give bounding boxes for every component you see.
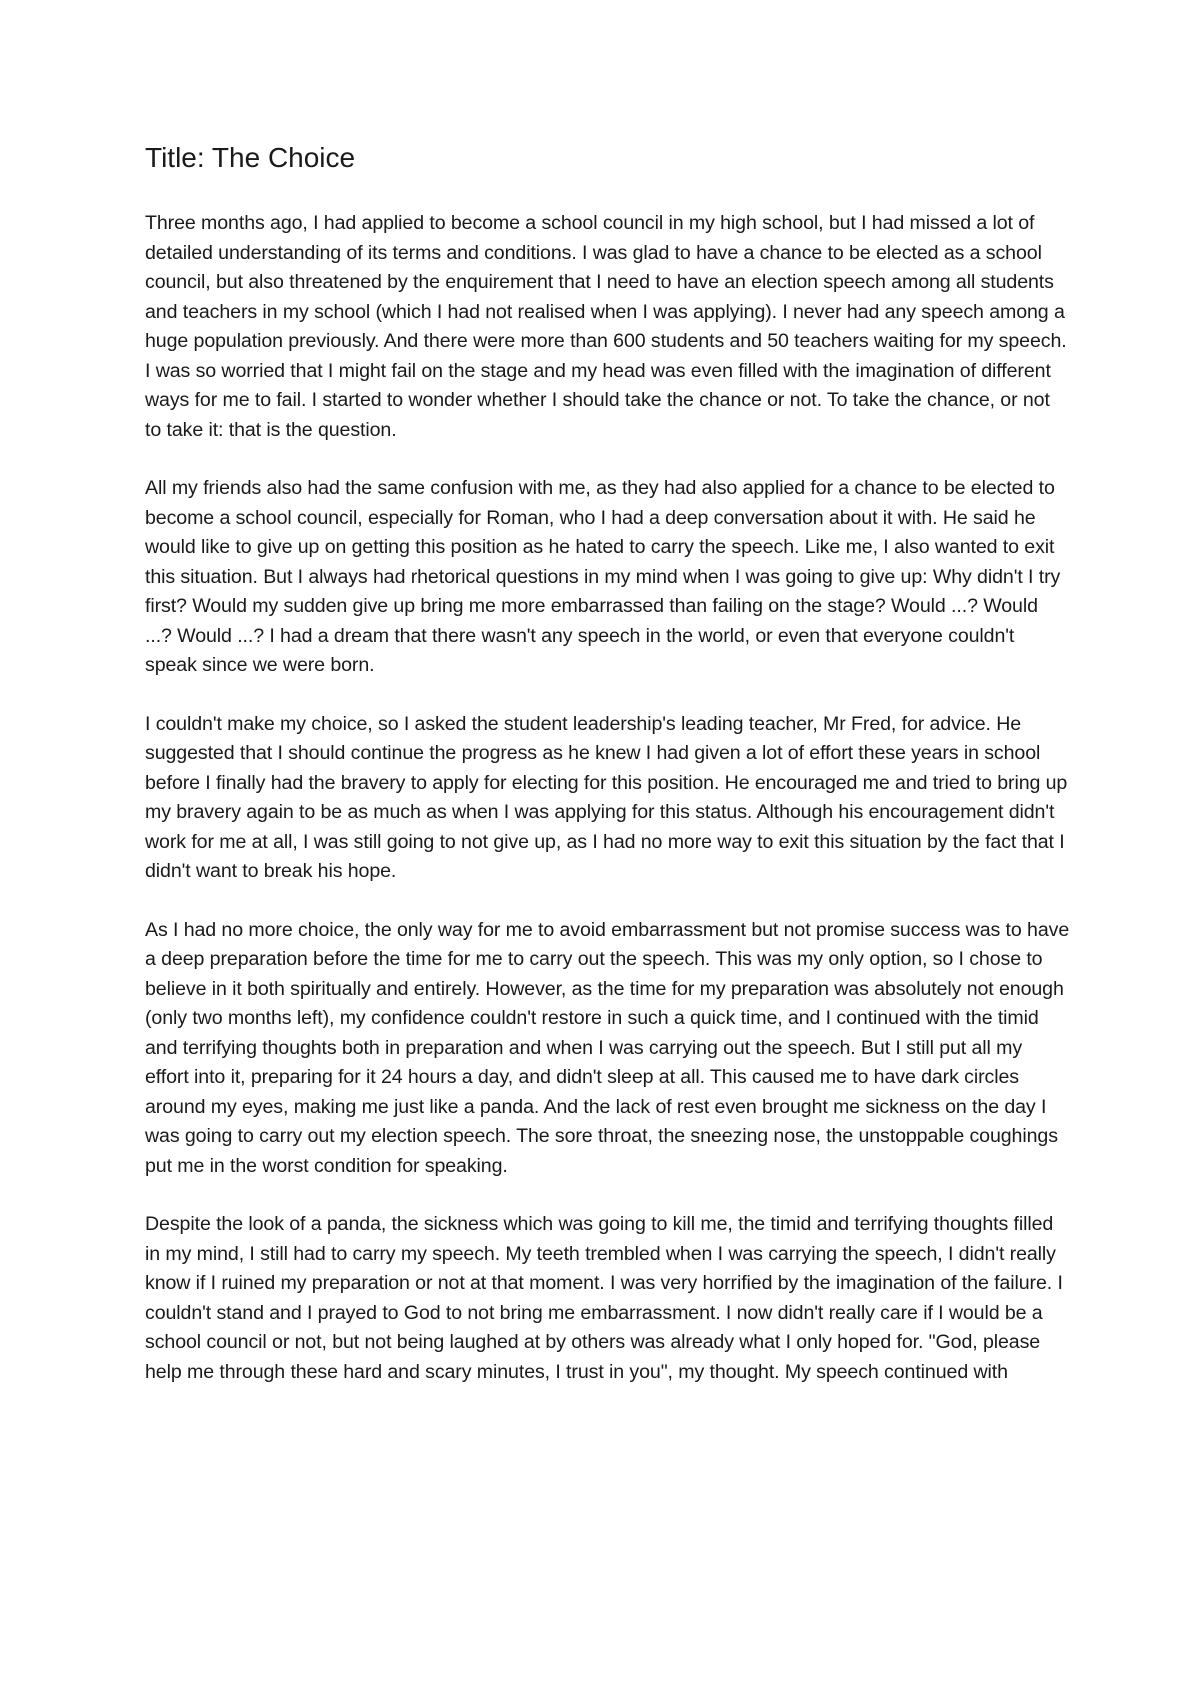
document-title: Title: The Choice	[145, 142, 356, 173]
paragraph: As I had no more choice, the only way for me to avoid embarrassment but not promise success was to have a deep preparation before the time for me to carry out the speech. This was my only option, so I chose to believe in it both spiritually and entirely. However, as the time for my preparation was absolutely not enough (only two months left), my confidence couldn't restore in such a quick time, and I continued with the timid and terrifying thoughts both in preparation and when I was carrying out the speech. But I still put all my effort into it, preparing for it 24 hours a day, and didn't sleep at all. This caused me to have dark circles around my eyes, making me just like a panda. And the lack of rest even brought me sickness on the day I was going to carry out my election speech. The sore throat, the sneezing nose, the unstoppable coughings put me in the worst condition for speaking.	[145, 918, 1070, 1177]
paragraph: All my friends also had the same confusion with me, as they had also applied for a chance to be elected to become a school council, especially for Roman, who I had a deep conversation about it with. He said he would like to give up on getting this position as he hated to carry the speech. Like me, I also wanted to exit this situation. But I always had rhetorical questions in my mind when I was going to give up: Why didn't I try first? Would my sudden give up bring me more embarrassed than failing on the stage? Would ...? Would ...? Would ...? I had a dream that there wasn't any speech in the world, or even that everyone couldn't speak since we were born.	[145, 477, 1061, 676]
paragraph: Three months ago, I had applied to become a school council in my high school, but I had missed a lot of detailed understanding of its terms and conditions. I was glad to have a chance to be elected as a school council, but also threatened by the enquirement that I need to have an election speech among all students and teachers in my school (which I had not realised when I was applying). I never had any speech among a huge population previously. And there were more than 600 students and 50 teachers waiting for my speech. I was so worried that I might fail on the stage and my head was even filled with the imagination of different ways for me to fail. I started to wonder whether I should take the chance or not. To take the chance, or not to take it: that is the question.	[145, 212, 1067, 441]
document-page	[145, 140, 1070, 1387]
paragraph: Despite the look of a panda, the sickness which was going to kill me, the timid and terrifying thoughts filled in my mind, I still had to carry my speech. My teeth trembled when I was carrying the speech, I didn't really know if I ruined my preparation or not at that moment. I was very horrified by the imagination of the failure. I couldn't stand and I prayed to God to not bring me embarrassment. I now didn't really care if I would be a school council or not, but not being laughed at by others was already what I only hoped for. "God, please help me through these hard and scary minutes, I trust in you", my thought. My speech continued with	[145, 1213, 1063, 1383]
paragraph: I couldn't make my choice, so I asked the student leadership's leading teacher, Mr Fred, for advice. He suggested that I should continue the progress as he knew I had given a lot of effort these years in school before I finally had the bravery to apply for electing for this position. He encouraged me and tried to bring up my bravery again to be as much as when I was applying for this status. Although his encouragement didn't work for me at all, I was still going to not give up, as I had no more way to exit this situation by the fact that I didn't want to break his hope.	[145, 712, 1068, 882]
